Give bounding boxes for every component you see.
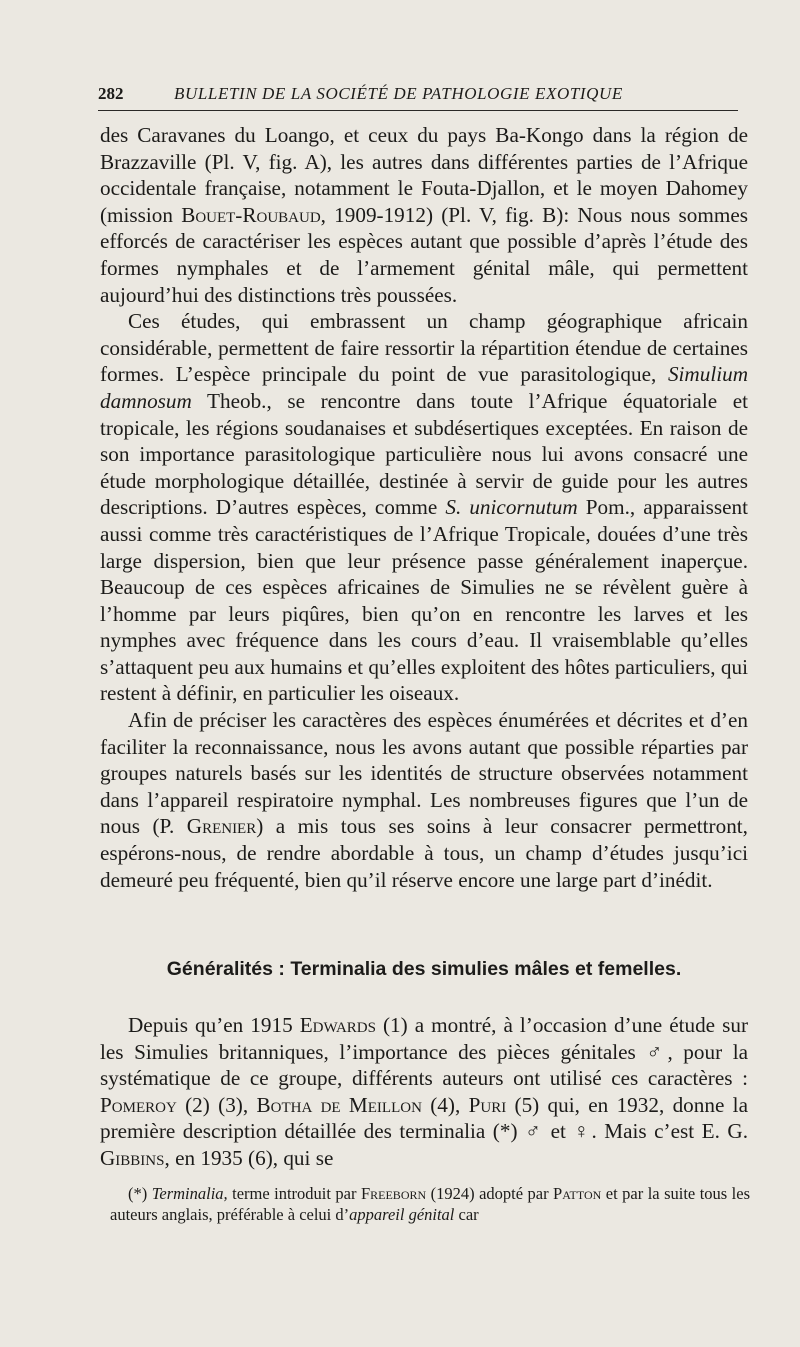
section-paragraph: Depuis qu’en 1915 Edwards (1) a montré, à l’occasion d’une étude sur les Simulies britanniques, l’importance des pièces génitales ♂, pour la systématique de ce groupe, différents auteurs ont utilisé ces caractères : Pomeroy (2) (3), Botha de Meillon (4), Puri (5) qui, en 1932, donne la première description détaillée des terminalia (*) ♂ et ♀. Mais c’est E. G. Gibbins, en 1935 (6), qui se [100, 1013, 748, 1170]
page-number: 282 [98, 84, 124, 103]
section-heading: Généralités : Terminalia des simulies mâles et femelles. [166, 958, 682, 980]
species-name: S. unicornutum [445, 495, 578, 520]
page-header [98, 84, 738, 110]
running-title: BULLETIN DE LA SOCIÉTÉ DE PATHOLOGIE EXOTIQUE [174, 84, 623, 103]
author-name: Pomeroy [100, 1092, 177, 1117]
author-name: Gibbins [100, 1145, 165, 1170]
body-text [100, 122, 748, 893]
species-name: Simulium damnosum [100, 362, 748, 413]
footnote: (*) Terminalia, terme introduit par Freeborn (1924) adopté par Patton et par la suite tous les auteurs anglais, préférable à celui d’appareil génital car [110, 1184, 750, 1224]
author-name: Freeborn [360, 1184, 427, 1203]
author-name: Patton [553, 1184, 602, 1203]
header-rule [98, 110, 738, 111]
author-name: Grenier [186, 814, 257, 839]
author-name: Bouet-Roubaud [181, 202, 321, 227]
paragraph-2: Ces études, qui embrassent un champ géographique africain considérable, permettent de faire ressortir la répartition étendue de certaines formes. L’espèce principale du point de vue parasitologique, Simulium damnosum Theob., se rencontre dans toute l’Afrique équatoriale et tropicale, les régions soudanaises et subdésertiques exceptées. En raison de son importance parasitologique particulière nous lui avons consacré une étude morphologique détaillée, destinée à servir de guide pour les autres descriptions. D’autres espèces, comme S. unicornutum Pom., apparaissent aussi comme très caractéristiques de l’Afrique Tropicale, douées d’une très large dispersion, bien que leur présence passe généralement inaperçue. Beaucoup de ces espèces africaines de Simulies ne se révèlent guère à l’homme par leurs piqûres, bien qu’on en rencontre les larves et les nymphes avec fréquence dans les cours d’eau. Il vraisemblable qu’elles s’attaquent peu aux humains et qu’elles exploitent des hôtes particuliers, qui restent à définir, en particulier les oiseaux. [100, 309, 748, 706]
author-name: Edwards [299, 1013, 376, 1037]
author-name: Puri [468, 1092, 507, 1117]
author-name: Botha de Meillon [256, 1092, 422, 1117]
paragraph-3: Afin de préciser les caractères des espèces énumérées et décrites et d’en faciliter la reconnaissance, nous les avons autant que possible réparties par groupes naturels basés sur les identités de structure observées notamment dans l’appareil respiratoire nymphal. Les nombreuses figures que l’un de nous (P. Grenier) a mis tous ses soins à leur consacrer permettront, espérons-nous, de rendre abordable à tous, un champ d’études jusqu’ici demeuré peu fréquenté, bien qu’il réserve encore une large part d’inédit. [100, 708, 748, 892]
paragraph-1: des Caravanes du Loango, et ceux du pays Ba-Kongo dans la région de Brazzaville (Pl. V, fig. A), les autres dans différentes parties de l’Afrique occidentale française, notamment le Fouta-Djallon, et le moyen Dahomey (mission Bouet-Roubaud, 1909-1912) (Pl. V, fig. B): Nous nous sommes efforcés de caractériser les espèces autant que possible d’après l’étude des formes nymphales et de l’armement génital mâle, qui permettent aujourd’hui des distinctions très poussées. [100, 123, 748, 307]
